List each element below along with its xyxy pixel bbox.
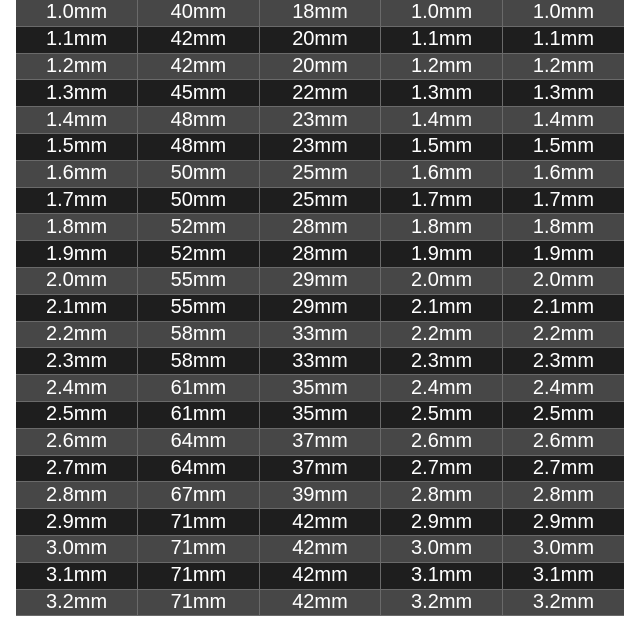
table-cell: 23mm [259, 107, 381, 134]
table-cell: 1.2mm [502, 53, 624, 80]
table-row [16, 0, 624, 26]
table-cell: 2.1mm [381, 294, 503, 321]
table-cell: 1.4mm [381, 107, 503, 134]
table-cell: 3.1mm [502, 562, 624, 589]
table-cell: 48mm [138, 133, 260, 160]
table-row [16, 214, 624, 241]
table-cell: 42mm [259, 562, 381, 589]
table-cell: 1.2mm [381, 53, 503, 80]
table-cell: 1.1mm [16, 26, 138, 53]
table-cell: 61mm [138, 401, 260, 428]
table-cell: 2.7mm [381, 455, 503, 482]
table-cell: 50mm [138, 160, 260, 187]
table-cell: 2.6mm [502, 428, 624, 455]
table-row [16, 107, 624, 134]
table-cell: 2.6mm [16, 428, 138, 455]
table-cell: 1.5mm [502, 133, 624, 160]
table-row [16, 80, 624, 107]
table-cell: 29mm [259, 294, 381, 321]
table-cell: 1.8mm [381, 214, 503, 241]
table-cell: 48mm [138, 107, 260, 134]
table-cell: 2.5mm [381, 401, 503, 428]
table-cell: 1.4mm [502, 107, 624, 134]
table-cell: 25mm [259, 187, 381, 214]
table-cell: 71mm [138, 535, 260, 562]
table-cell: 1.5mm [381, 133, 503, 160]
table-cell: 42mm [259, 589, 381, 616]
table-cell: 2.2mm [381, 321, 503, 348]
table-cell: 2.3mm [502, 348, 624, 375]
table-cell: 1.6mm [16, 160, 138, 187]
table-cell: 33mm [259, 348, 381, 375]
table-cell: 3.1mm [16, 562, 138, 589]
table-cell: 2.8mm [16, 482, 138, 509]
table-cell: 2.1mm [502, 294, 624, 321]
table-cell: 2.9mm [381, 509, 503, 536]
table-cell: 35mm [259, 401, 381, 428]
table-cell: 1.9mm [16, 241, 138, 268]
table-cell: 2.9mm [502, 509, 624, 536]
size-table-body [16, 0, 624, 616]
table-cell: 1.3mm [381, 80, 503, 107]
table-cell: 58mm [138, 321, 260, 348]
table-cell: 3.0mm [381, 535, 503, 562]
table-row [16, 455, 624, 482]
table-cell: 2.8mm [502, 482, 624, 509]
table-cell: 71mm [138, 562, 260, 589]
table-cell: 52mm [138, 214, 260, 241]
table-cell: 1.3mm [16, 80, 138, 107]
table-cell: 2.3mm [381, 348, 503, 375]
table-cell: 22mm [259, 80, 381, 107]
table-cell: 1.6mm [502, 160, 624, 187]
size-table [16, 0, 624, 616]
table-row [16, 482, 624, 509]
table-cell: 1.1mm [381, 26, 503, 53]
table-cell: 3.2mm [16, 589, 138, 616]
table-row [16, 53, 624, 80]
table-row [16, 321, 624, 348]
table-cell: 42mm [259, 509, 381, 536]
table-cell: 2.0mm [16, 267, 138, 294]
table-row [16, 348, 624, 375]
table-cell: 3.2mm [381, 589, 503, 616]
table-cell: 28mm [259, 214, 381, 241]
table-row [16, 535, 624, 562]
table-cell: 64mm [138, 428, 260, 455]
table-cell: 35mm [259, 375, 381, 402]
table-cell: 67mm [138, 482, 260, 509]
table-cell: 1.8mm [16, 214, 138, 241]
table-cell: 58mm [138, 348, 260, 375]
table-cell: 42mm [259, 535, 381, 562]
table-cell: 2.2mm [16, 321, 138, 348]
table-cell: 20mm [259, 26, 381, 53]
table-cell: 1.9mm [502, 241, 624, 268]
table-cell: 42mm [138, 26, 260, 53]
table-cell: 2.8mm [381, 482, 503, 509]
table-cell: 50mm [138, 187, 260, 214]
table-cell: 2.3mm [16, 348, 138, 375]
table-cell: 52mm [138, 241, 260, 268]
table-row [16, 428, 624, 455]
table-cell: 1.9mm [381, 241, 503, 268]
table-cell: 18mm [259, 0, 381, 26]
table-cell: 1.7mm [16, 187, 138, 214]
table-cell: 1.6mm [381, 160, 503, 187]
table-cell: 39mm [259, 482, 381, 509]
table-cell: 37mm [259, 428, 381, 455]
table-cell: 2.5mm [16, 401, 138, 428]
table-cell: 1.1mm [502, 26, 624, 53]
table-cell: 2.0mm [502, 267, 624, 294]
table-cell: 2.4mm [381, 375, 503, 402]
table-cell: 2.7mm [502, 455, 624, 482]
table-cell: 1.5mm [16, 133, 138, 160]
table-cell: 1.7mm [502, 187, 624, 214]
table-cell: 23mm [259, 133, 381, 160]
table-cell: 40mm [138, 0, 260, 26]
table-cell: 3.0mm [16, 535, 138, 562]
table-cell: 42mm [138, 53, 260, 80]
table-cell: 2.4mm [502, 375, 624, 402]
table-cell: 25mm [259, 160, 381, 187]
table-row [16, 375, 624, 402]
table-cell: 2.0mm [381, 267, 503, 294]
table-row [16, 133, 624, 160]
table-cell: 1.7mm [381, 187, 503, 214]
table-cell: 1.2mm [16, 53, 138, 80]
table-cell: 1.0mm [381, 0, 503, 26]
table-row [16, 589, 624, 616]
table-cell: 2.4mm [16, 375, 138, 402]
table-cell: 1.8mm [502, 214, 624, 241]
table-cell: 1.4mm [16, 107, 138, 134]
table-cell: 2.9mm [16, 509, 138, 536]
table-cell: 1.0mm [16, 0, 138, 26]
table-cell: 61mm [138, 375, 260, 402]
table-cell: 71mm [138, 509, 260, 536]
table-row [16, 187, 624, 214]
table-row [16, 160, 624, 187]
table-row [16, 267, 624, 294]
table-cell: 2.1mm [16, 294, 138, 321]
table-cell: 28mm [259, 241, 381, 268]
table-cell: 29mm [259, 267, 381, 294]
table-cell: 45mm [138, 80, 260, 107]
table-cell: 37mm [259, 455, 381, 482]
table-row [16, 26, 624, 53]
table-cell: 3.2mm [502, 589, 624, 616]
table-row [16, 294, 624, 321]
table-row [16, 509, 624, 536]
table-cell: 20mm [259, 53, 381, 80]
table-cell: 2.7mm [16, 455, 138, 482]
table-cell: 33mm [259, 321, 381, 348]
table-cell: 64mm [138, 455, 260, 482]
table-cell: 55mm [138, 267, 260, 294]
table-row [16, 401, 624, 428]
table-cell: 2.2mm [502, 321, 624, 348]
table-cell: 3.1mm [381, 562, 503, 589]
table-cell: 71mm [138, 589, 260, 616]
table-cell: 1.0mm [502, 0, 624, 26]
table-row [16, 562, 624, 589]
table-row [16, 241, 624, 268]
table-cell: 1.3mm [502, 80, 624, 107]
table-cell: 2.5mm [502, 401, 624, 428]
table-cell: 55mm [138, 294, 260, 321]
table-cell: 2.6mm [381, 428, 503, 455]
table-cell: 3.0mm [502, 535, 624, 562]
